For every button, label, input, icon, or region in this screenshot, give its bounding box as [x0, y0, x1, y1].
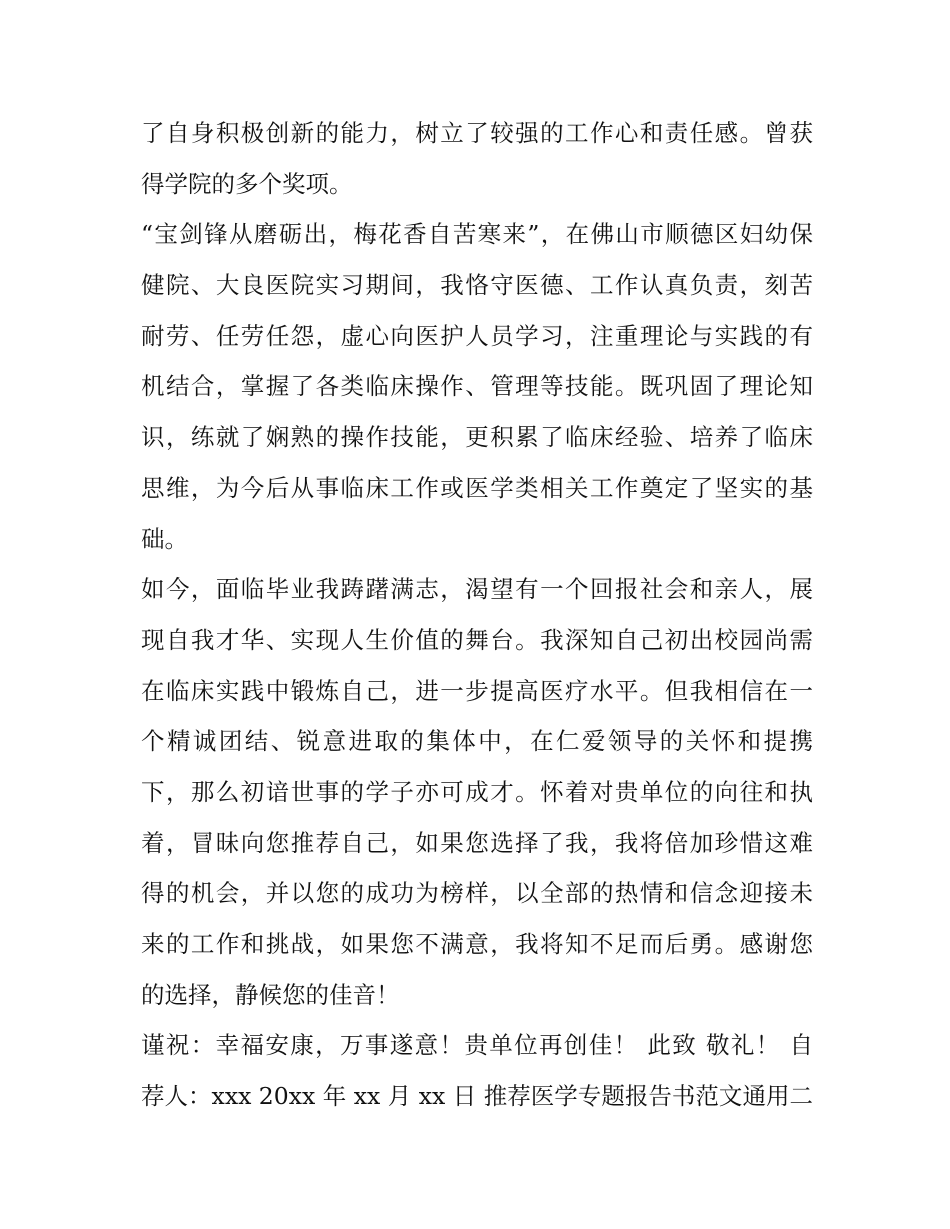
text-line: 来的工作和挑战，如果您不满意，我将知不足而后勇。感谢您 — [141, 930, 813, 958]
text-line: 在临床实践中锻炼自己，进一步提高医疗水平。但我相信在一 — [141, 676, 813, 705]
text-line: 个精诚团结、锐意进取的集体中，在仁爱领导的关怀和提携 — [141, 727, 813, 756]
text-line: 了自身积极创新的能力，树立了较强的工作心和责任感。曾获 — [141, 119, 813, 147]
text-line: 着，冒昧向您推荐自己，如果您选择了我，我将倍加珍惜这难 — [141, 828, 813, 857]
text-line: 的选择，静候您的佳音！ — [141, 980, 400, 1009]
body-text — [141, 108, 813, 1122]
text-line: 识，练就了娴熟的操作技能，更积累了临床经验、培养了临床 — [141, 423, 813, 452]
text-line: “宝剑锋从磨砺出，梅花香自苦寒来”，在佛山市顺德区妇幼保 — [141, 220, 813, 249]
text-line: 础。 — [141, 524, 188, 553]
text-line: 得学院的多个奖项。 — [141, 169, 353, 198]
text-line: 健院、大良医院实习期间，我恪守医德、工作认真负责，刻苦 — [141, 271, 813, 300]
text-line: 下，那么初谙世事的学子亦可成才。怀着对贵单位的向往和执 — [141, 777, 813, 806]
text-line: 思维，为今后从事临床工作或医学类相关工作奠定了坚实的基 — [141, 473, 813, 502]
text-line: 耐劳、任劳任怨，虚心向医护人员学习，注重理论与实践的有 — [141, 321, 813, 350]
text-line: 荐人：xxx 20xx 年 xx 月 xx 日 推荐医学专题报告书范文通用二 — [141, 1082, 813, 1111]
text-line: 得的机会，并以您的成功为榜样，以全部的热情和信念迎接未 — [141, 879, 813, 908]
text-line: 机结合，掌握了各类临床操作、管理等技能。既巩固了理论知 — [141, 372, 813, 401]
text-line: 现自我才华、实现人生价值的舞台。我深知自己初出校园尚需 — [141, 625, 813, 654]
text-line: 如今，面临毕业我踌躇满志，渴望有一个回报社会和亲人，展 — [141, 575, 813, 604]
text-line: 谨祝：幸福安康，万事遂意！贵单位再创佳！ 此致 敬礼！ 自 — [141, 1031, 813, 1060]
